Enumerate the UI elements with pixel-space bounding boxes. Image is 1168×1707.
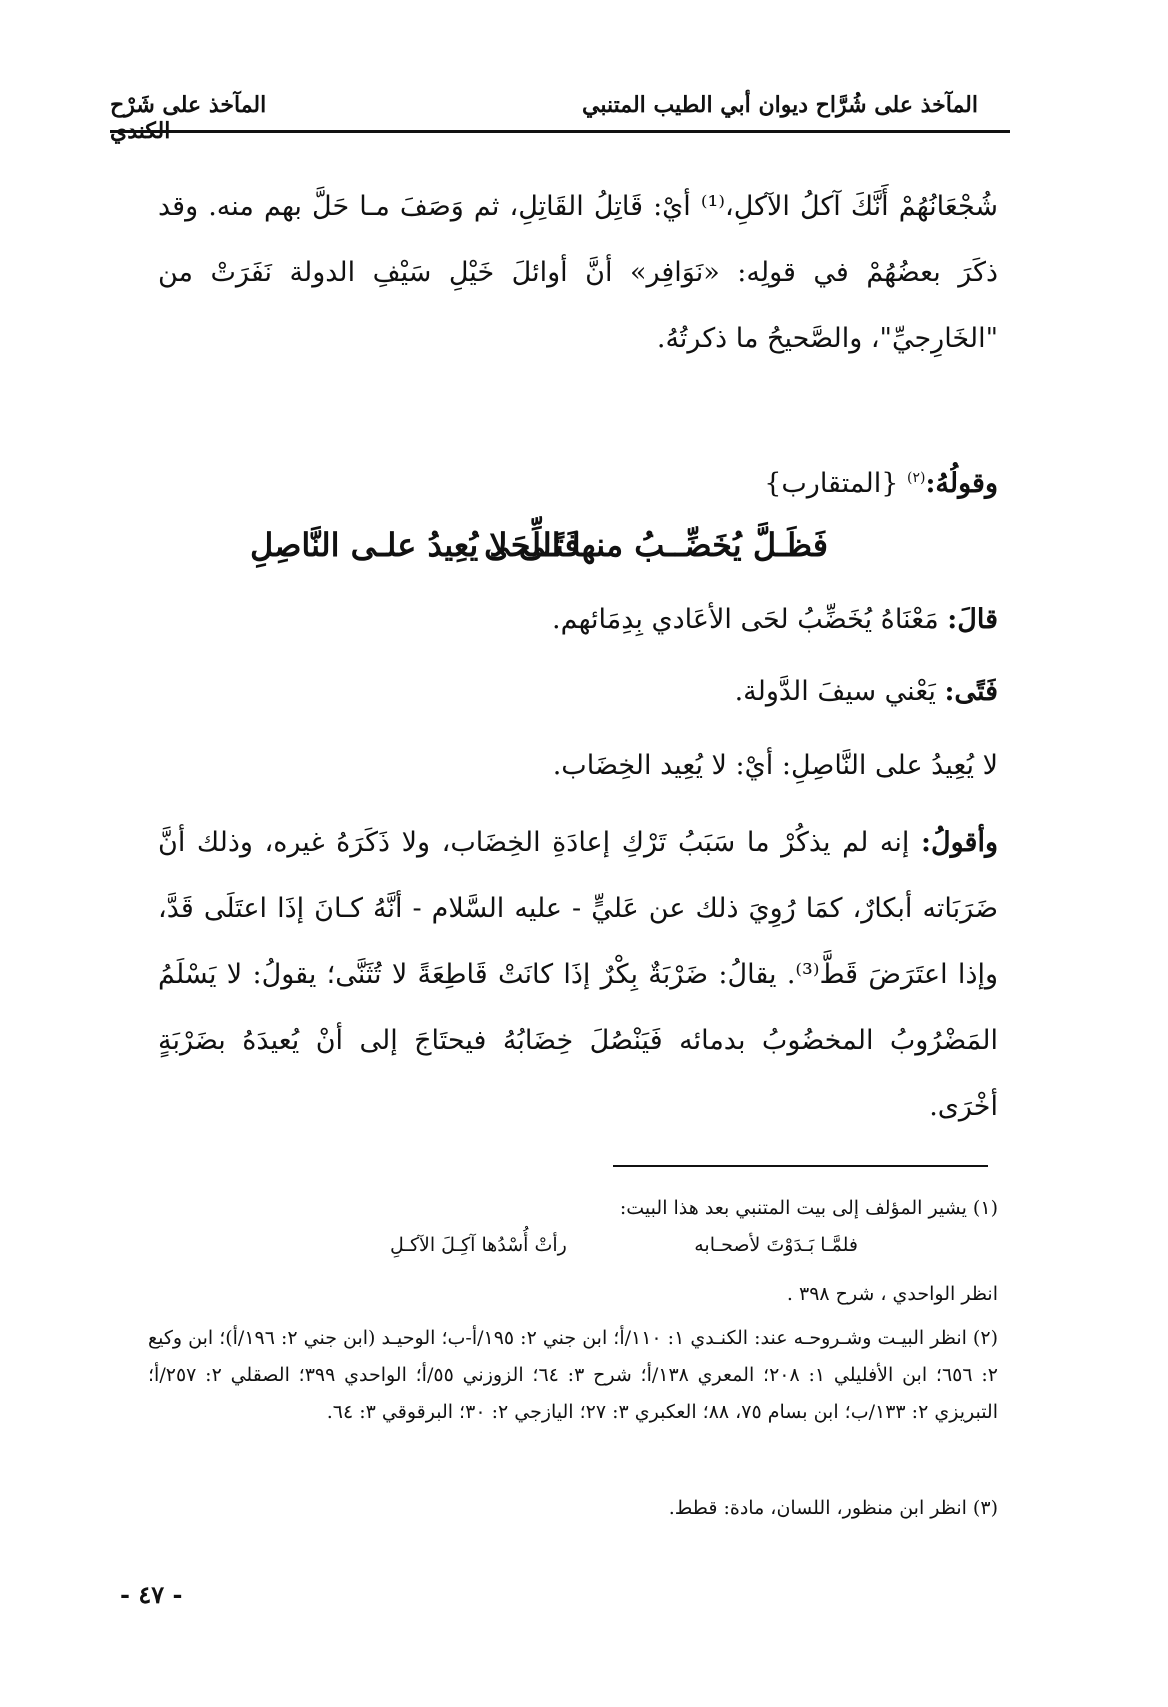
qala-text: مَعْنَاهُ يُخَضِّبُ لحَى الأعَادي بِدِمَائهم. bbox=[552, 604, 939, 635]
meter-name: {المتقارب} bbox=[764, 468, 899, 499]
footnote-1-verse-first: فلمَّـا بَـدَوْتَ لأصحـابه bbox=[694, 1234, 858, 1256]
fata-label: فَتًى: bbox=[944, 676, 998, 707]
verse-second-hemistich: فَتًـى لا يُعِيدُ علـى النَّاصِلِ bbox=[250, 526, 580, 564]
verse-intro-label: وقولُهُ: bbox=[925, 468, 998, 499]
footnote-3: (٣) انظر ابن منظور، اللسان، مادة: قطط. bbox=[668, 1497, 998, 1519]
footnote-1-reference: انظر الواحدي ، شرح ٣٩٨ . bbox=[786, 1283, 998, 1305]
la-yuid-label: لا يُعِيدُ على النَّاصِلِ: bbox=[781, 750, 998, 781]
verse-first-hemistich: فَظَـلَّ يُخَضِّــبُ منها اللِّحَى bbox=[484, 526, 828, 564]
la-yuid-text: أيْ: لا يُعِيد الخِضَاب. bbox=[552, 750, 774, 781]
footnote-1-verse-second: رأتْ أُسْدُها آكِـلَ الآكـلِ bbox=[390, 1234, 567, 1256]
footnote-rule bbox=[613, 1165, 988, 1167]
running-header-right: المآخذ على شُرَّاح ديوان أبي الطيب المتنبي bbox=[582, 92, 978, 118]
qala-label: قالَ: bbox=[947, 604, 998, 635]
footnote-1-intro: (١) يشير المؤلف إلى بيت المتنبي بعد هذا البيت: bbox=[619, 1197, 998, 1219]
aqul-label: وأقولُ: bbox=[921, 827, 998, 858]
commentary-qala bbox=[158, 600, 998, 640]
paragraph-1: شُجْعَانُهُمْ أَنَّكَ آكلُ الآكلِ،⁽¹⁾ أيْ: قَاتِلُ القَاتِلِ، ثم وَصَفَ مـا حَلَّ بهم منه. وقد ذكَرَ بعضُهُمْ في قولِه: «نَوَافِر» أنَّ أوائلَ خَيْلِ سَيْفِ الدولة نَفَرَتْ من "الخَارِجيِّ"، والصَّحيحُ ما ذكرتُهُ. bbox=[158, 191, 998, 354]
verse-intro bbox=[158, 458, 998, 504]
header-rule bbox=[110, 130, 1010, 133]
running-header-left: المآخذ على شَرْح الكندي bbox=[110, 92, 267, 144]
paragraph-aqul bbox=[158, 810, 998, 1140]
footnote-2: (٢) انظر البيـت وشـروحـه عند: الكنـدي ١: ١١٠/أ؛ ابن جني ٢: ١٩٥/أ-ب؛ الوحيـد (ابن جني ٢: ١٩٦/أ)؛ ابن وكيع ٢: ٦٥٦؛ ابن الأفليلي ١: ٢٠٨؛ المعري ١٣٨/أ؛ شرح ٣: ٦٤؛ الزوزني ٥٥/أ؛ الواحدي ٣٩٩؛ الصقلي ٢: ٢٥٧/أ؛ التبريزي ٢: ١٣٣/ب؛ ابن بسام ٧٥، ٨٨؛ العكبري ٣: ٢٧؛ اليازجي ٢: ٣٠؛ البرقوقي ٣: ٦٤. bbox=[148, 1327, 998, 1423]
page-number: - ٤٧ - bbox=[120, 1580, 183, 1609]
commentary-la-yuid bbox=[158, 746, 998, 786]
commentary-fata bbox=[158, 672, 998, 712]
aqul-text: إنه لم يذكُرْ ما سَبَبُ تَرْكِ إعادَةِ الخِضَاب، ولا ذَكَرَهُ غيره، وذلك أنَّ ضَرَبَاته أبكارٌ، كمَا رُوِيَ ذلك عن عَليٍّ - عليه السَّلام - أنَّهُ كـانَ إذَا اعتَلَى قَدَّ، وإذا اعتَرَضَ قَطَّ⁽³⁾. يقالُ: ضَرْبَةٌ بِكْرٌ إذَا كانَتْ قَاطِعَةً لا تُثَنَّى؛ يقولُ: لا يَسْلَمُ المَضْرُوبُ المخضُوبُ بدمائه فَيَنْصُلَ خِضَابُهُ فيحتَاجَ إلى أنْ يُعيدَهُ بضَرْبَةٍ أخْرَى. bbox=[158, 827, 999, 1122]
footnote-ref-2: (٢) bbox=[906, 470, 926, 486]
fata-text: يَعْني سيفَ الدَّولة. bbox=[734, 676, 936, 707]
